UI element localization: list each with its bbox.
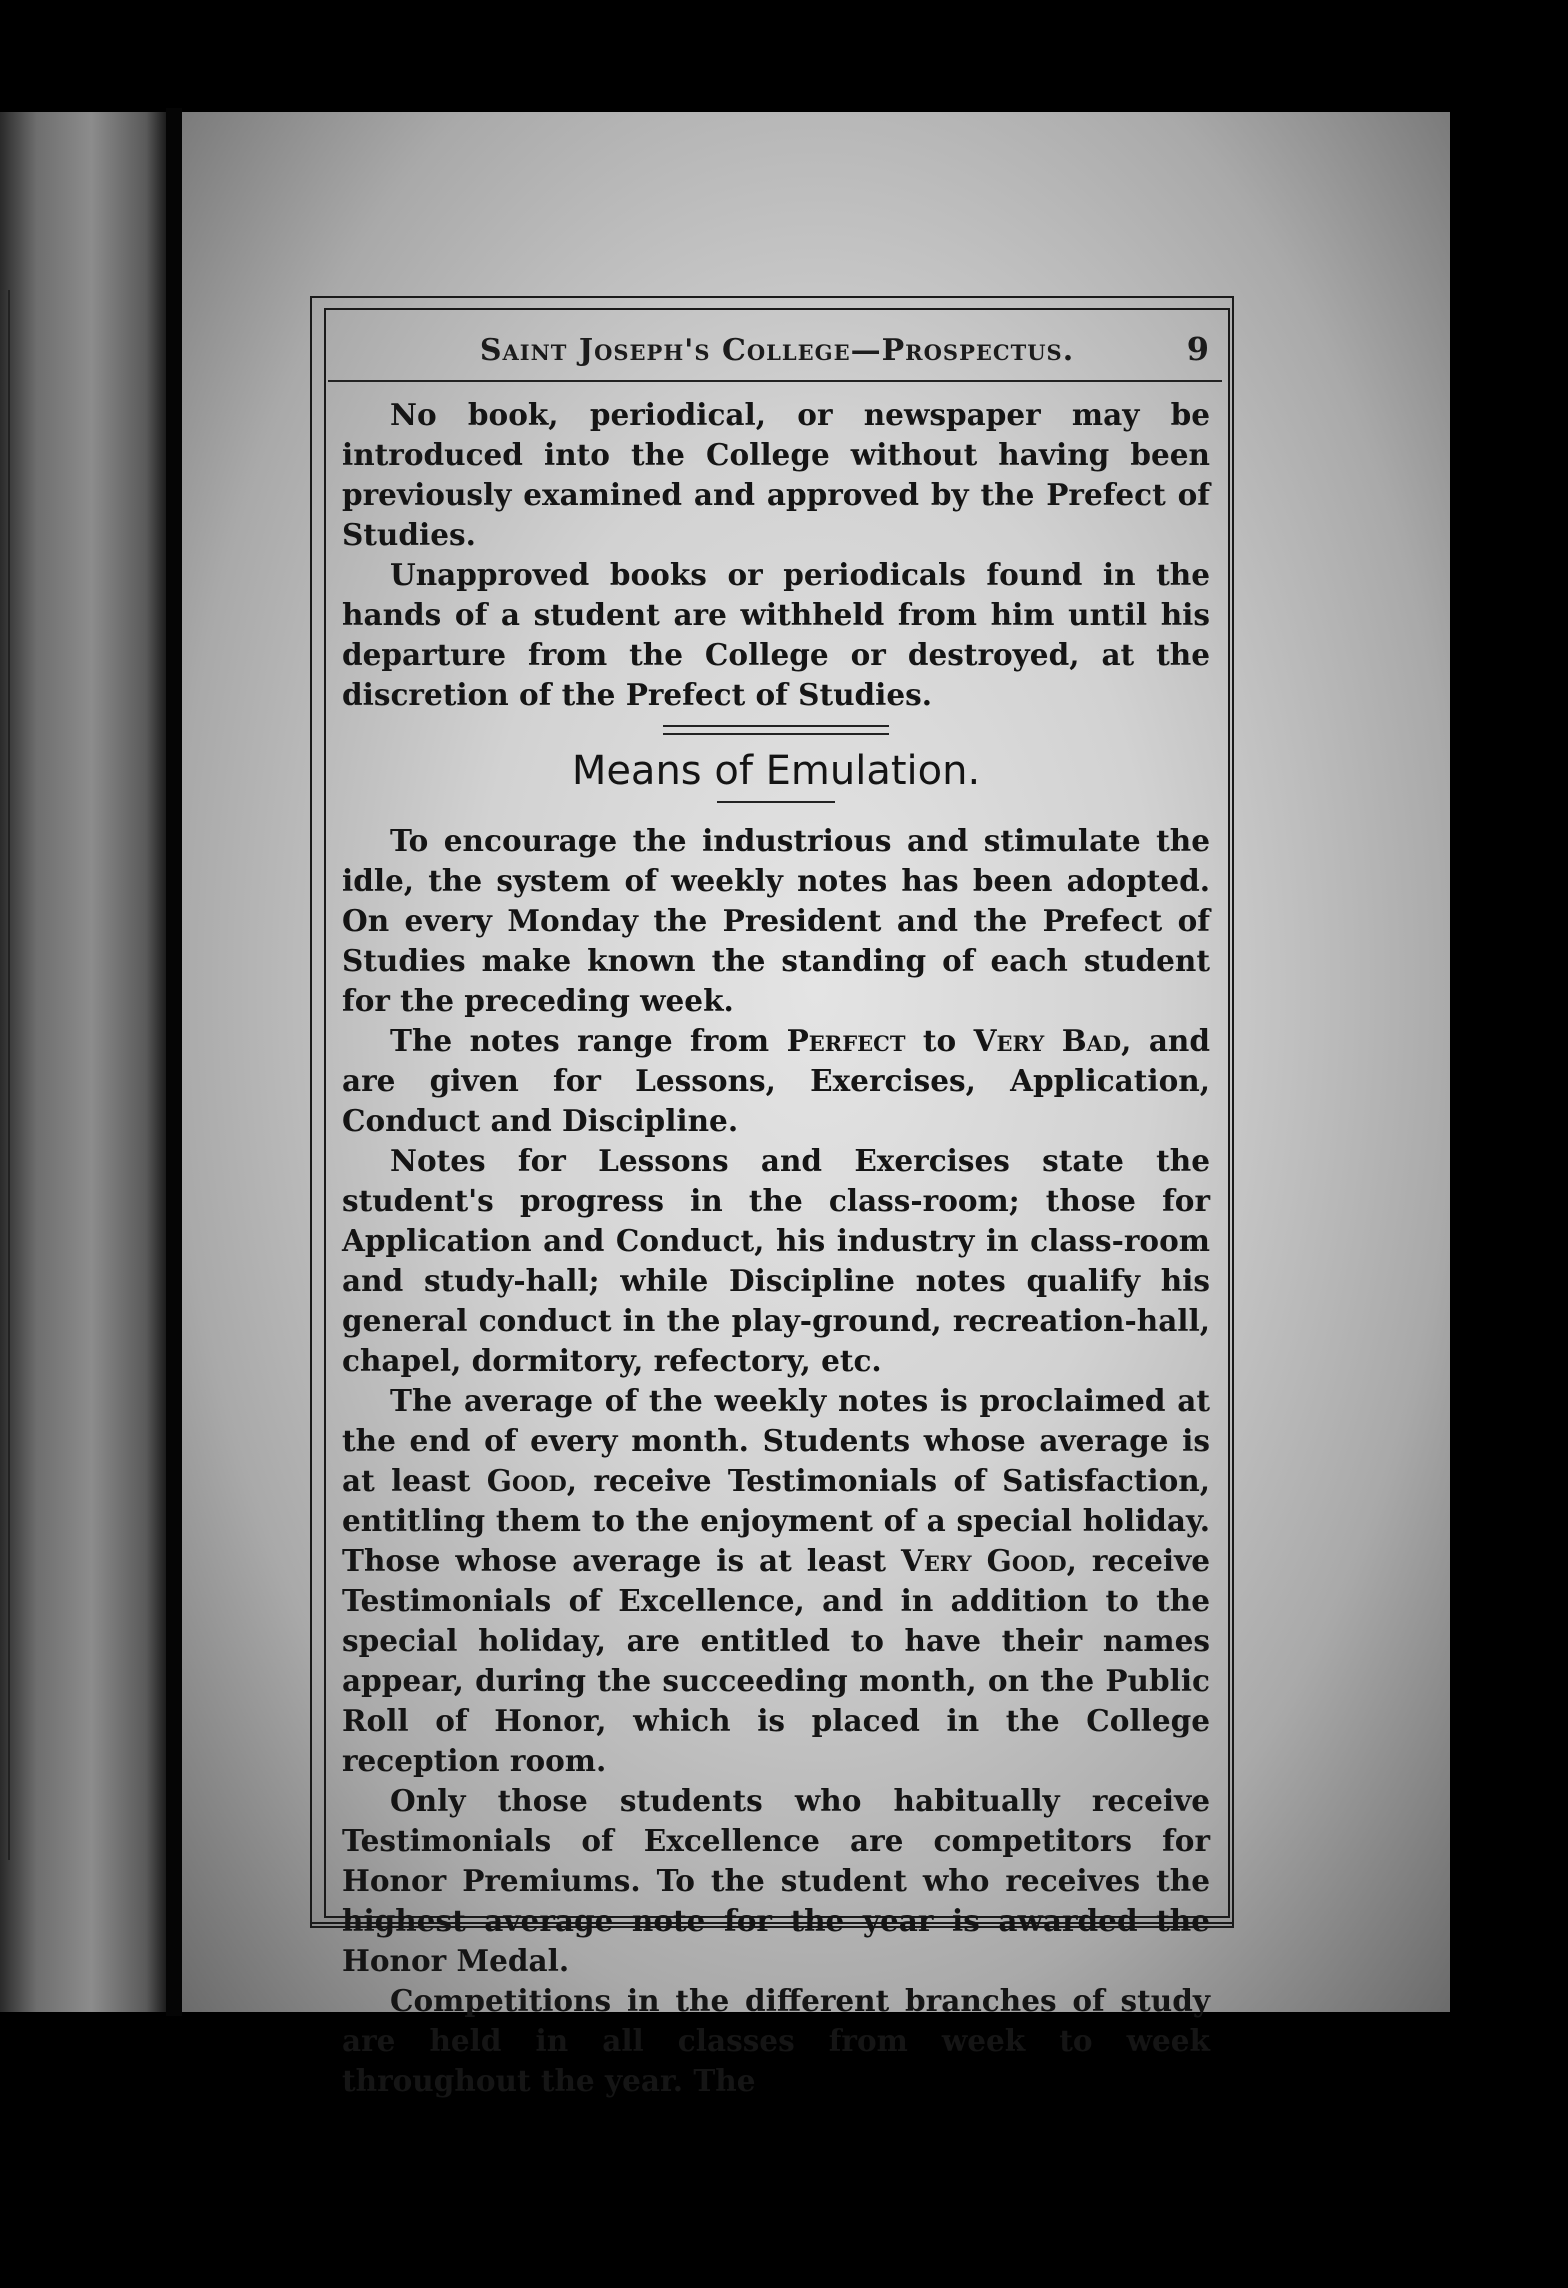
paragraph-honor-premiums: Only those students who habitually receive Testimonials of Excellence are competitors for Honor Premiums. To the student who receives the highest average note for the year is awarded the Honor Medal.	[342, 1783, 1210, 1978]
page-number: 9	[1186, 330, 1210, 368]
paragraph-unapproved: Unapproved books or periodicals found in the hands of a student are withheld from him until his departure from the College or destroyed, at the discretion of the Prefect of Studies.	[342, 557, 1210, 712]
section-title: Means of Emulation.	[571, 748, 981, 794]
grade-good: Good	[486, 1463, 567, 1498]
page-body	[342, 395, 1210, 2101]
running-header	[332, 318, 1222, 382]
grade-very-bad: Very Bad	[973, 1023, 1122, 1058]
paragraph-weekly-notes: To encourage the industrious and stimulate the idle, the system of weekly notes has been adopted. On every Monday the President and the Prefect of Studies make known the standing of each student for the preceding week.	[342, 823, 1210, 1018]
facing-page-rule	[0, 290, 10, 1860]
section-divider	[663, 725, 889, 735]
title-underline	[717, 801, 835, 803]
paragraph-notes-meaning: Notes for Lessons and Exercises state the student's progress in the class-room; those for Application and Conduct, his industry in class-room and study-hall; while Discipline notes qualify his general conduct in the play-ground, recreation-hall, chapel, dormitory, refectory, etc.	[342, 1143, 1210, 1378]
grade-perfect: Perfect	[786, 1023, 906, 1058]
book-page	[182, 112, 1450, 2098]
paragraph-average: The average of the weekly notes is proclaimed at the end of every month. Students whose average is at least Good, receive Testimonials of Satisfaction, entitling them to the enjoyment of a special holiday. Those whose average is at least Very Good, receive Testimonials of Excellence, and in addition to the special holiday, are entitled to have their names appear, during the succeeding month, on the Public Roll of Honor, which is placed in the College reception room.	[342, 1383, 1211, 1778]
running-title: Saint Joseph's College—Prospectus.	[479, 332, 1075, 368]
book-gutter	[166, 108, 182, 2016]
grade-very-good: Very Good	[900, 1543, 1067, 1578]
paragraph-books: No book, periodical, or newspaper may be introduced into the College without having been previously examined and approved by the Prefect of Studies.	[342, 397, 1210, 552]
facing-page-edge	[0, 112, 166, 2012]
header-rule	[328, 380, 1222, 382]
paragraph-notes-range: The notes range from Perfect to Very Bad, and are given for Lessons, Exercises, Application, Conduct and Discipline.	[342, 1023, 1211, 1138]
paragraph-competitions: Competitions in the different branches of study are held in all classes from week to week throughout the year. The	[342, 1983, 1210, 2098]
